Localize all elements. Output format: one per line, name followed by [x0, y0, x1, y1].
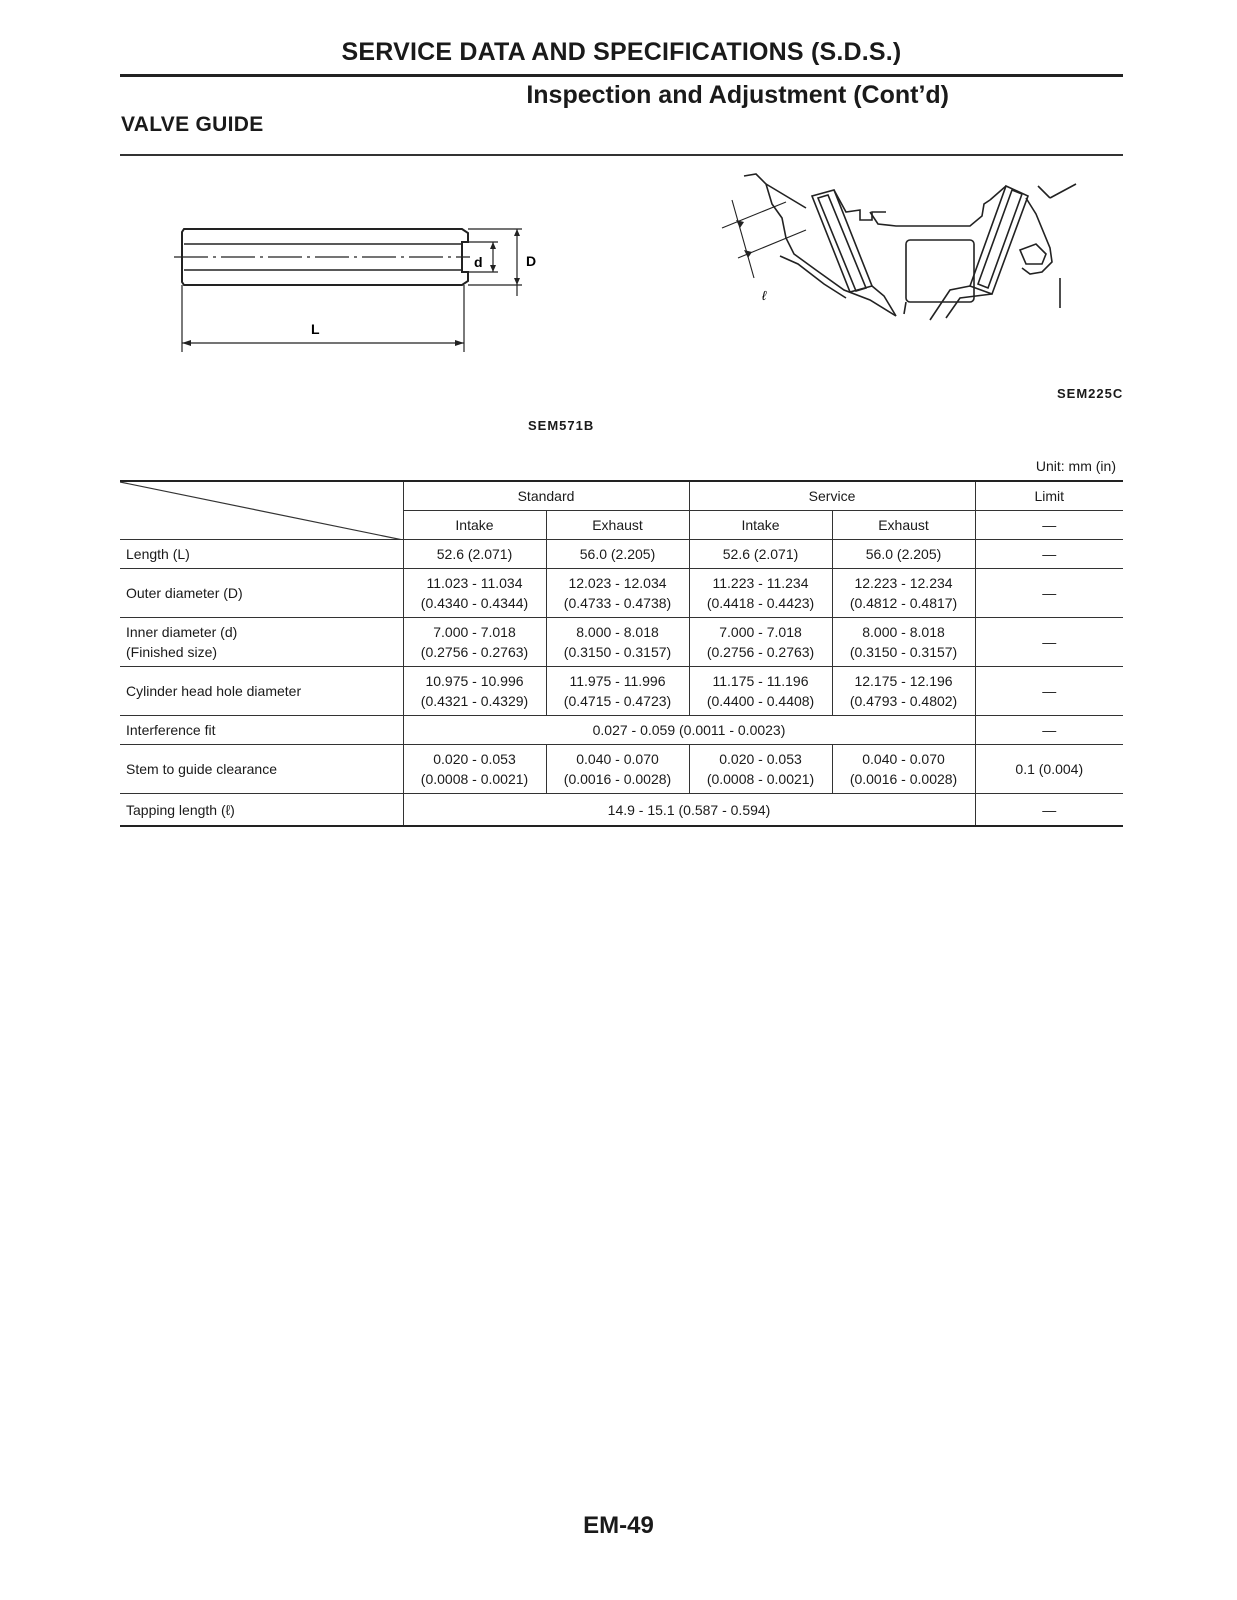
- row-label: Tapping length (ℓ): [120, 794, 403, 827]
- page-subtitle: Inspection and Adjustment (Cont’d): [526, 81, 949, 109]
- row-label: Interference fit: [120, 716, 403, 745]
- row-value: 56.0 (2.205): [546, 540, 689, 569]
- dim-L-label: L: [311, 321, 320, 337]
- row-value: 0.040 - 0.070 (0.0016 - 0.0028): [832, 745, 975, 794]
- row-merged-value: 14.9 - 15.1 (0.587 - 0.594): [403, 794, 975, 827]
- row-value: 12.175 - 12.196 (0.4793 - 0.4802): [832, 667, 975, 716]
- row-value: 8.000 - 8.018 (0.3150 - 0.3157): [546, 618, 689, 667]
- row-value: 12.023 - 12.034 (0.4733 - 0.4738): [546, 569, 689, 618]
- table-row: [120, 667, 1123, 716]
- row-value: 11.223 - 11.234 (0.4418 - 0.4423): [689, 569, 832, 618]
- page-title: SERVICE DATA AND SPECIFICATIONS (S.D.S.): [341, 38, 902, 66]
- row-label: Stem to guide clearance: [120, 745, 403, 794]
- header-diagonal-cell: [120, 481, 403, 540]
- header-limit: Limit: [975, 481, 1123, 511]
- page-number: EM-49: [583, 1512, 654, 1539]
- table-row: [120, 794, 1123, 827]
- row-value: 12.223 - 12.234 (0.4812 - 0.4817): [832, 569, 975, 618]
- table-row: [120, 618, 1123, 667]
- section-title: VALVE GUIDE: [121, 113, 264, 136]
- table-row: [120, 540, 1123, 569]
- row-limit: —: [975, 618, 1123, 667]
- subheader-standard-intake: Intake: [403, 511, 546, 540]
- row-merged-value: 0.027 - 0.059 (0.0011 - 0.0023): [403, 716, 975, 745]
- section-rule: [120, 154, 1123, 156]
- row-value: 52.6 (2.071): [689, 540, 832, 569]
- row-value: 0.020 - 0.053 (0.0008 - 0.0021): [403, 745, 546, 794]
- figure-code-guide: SEM571B: [528, 418, 595, 433]
- row-value: 11.023 - 11.034 (0.4340 - 0.4344): [403, 569, 546, 618]
- valve-guide-figure: [160, 210, 560, 360]
- row-label: Cylinder head hole diameter: [120, 667, 403, 716]
- dim-l-label: ℓ: [762, 288, 767, 303]
- diagonal-line: [120, 482, 403, 540]
- row-value: 0.020 - 0.053 (0.0008 - 0.0021): [689, 745, 832, 794]
- row-value: 11.975 - 11.996 (0.4715 - 0.4723): [546, 667, 689, 716]
- subheader-limit-dash: —: [975, 511, 1123, 540]
- dim-D-label: D: [526, 253, 537, 269]
- title-rule: [120, 74, 1123, 77]
- row-label: Inner diameter (d) (Finished size): [120, 618, 403, 667]
- unit-note: Unit: mm (in): [1035, 458, 1116, 474]
- figure-code-head: SEM225C: [1057, 386, 1124, 401]
- dim-d-label: d: [474, 254, 483, 270]
- table-row: [120, 745, 1123, 794]
- row-limit: —: [975, 540, 1123, 569]
- row-limit: 0.1 (0.004): [975, 745, 1123, 794]
- row-value: 7.000 - 7.018 (0.2756 - 0.2763): [689, 618, 832, 667]
- row-label: Length (L): [120, 540, 403, 569]
- row-value: 11.175 - 11.196 (0.4400 - 0.4408): [689, 667, 832, 716]
- row-value: 0.040 - 0.070 (0.0016 - 0.0028): [546, 745, 689, 794]
- row-limit: —: [975, 569, 1123, 618]
- table-row: [120, 716, 1123, 745]
- table-header-row: [120, 481, 1123, 511]
- header-standard: Standard: [403, 481, 689, 511]
- row-value: 8.000 - 8.018 (0.3150 - 0.3157): [832, 618, 975, 667]
- table-row: [120, 569, 1123, 618]
- valve-guide-spec-table: [120, 480, 1123, 827]
- subheader-standard-exhaust: Exhaust: [546, 511, 689, 540]
- row-limit: —: [975, 667, 1123, 716]
- row-value: 7.000 - 7.018 (0.2756 - 0.2763): [403, 618, 546, 667]
- header-service: Service: [689, 481, 975, 511]
- row-limit: —: [975, 794, 1123, 827]
- row-value: 10.975 - 10.996 (0.4321 - 0.4329): [403, 667, 546, 716]
- row-value: 52.6 (2.071): [403, 540, 546, 569]
- row-value: 56.0 (2.205): [832, 540, 975, 569]
- row-label: Outer diameter (D): [120, 569, 403, 618]
- cylinder-head-figure: [720, 168, 1090, 328]
- subheader-service-exhaust: Exhaust: [832, 511, 975, 540]
- subheader-service-intake: Intake: [689, 511, 832, 540]
- row-limit: —: [975, 716, 1123, 745]
